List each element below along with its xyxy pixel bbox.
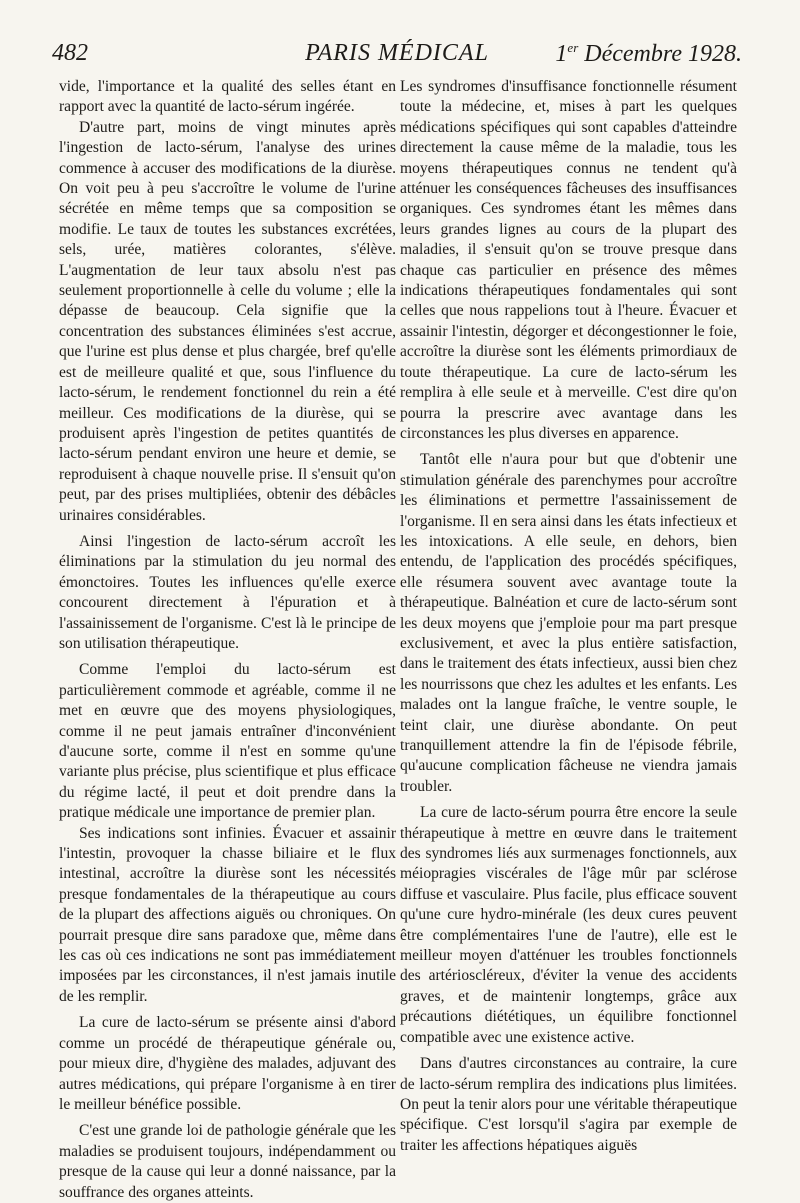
paragraph: Dans d'autres circonstances au contraire, la cure de lacto-sérum remplira des indications plus limitées. On peut la tenir alors pour une véritable thérapeutique spécifique. C'est lorsqu'il s'agira par exemple de traiter les affections hépatiques aiguës bbox=[400, 1055, 737, 1154]
issue-date bbox=[555, 40, 742, 68]
date-text: Décembre 1928. bbox=[578, 41, 742, 67]
paragraph: Ainsi l'ingestion de lacto-sérum accroît les éliminations par la stimulation du jeu normal des émonctoires. Toutes les influences qu'elle exerce concourent directement à l'épuration et à l'assainissement de l'organisme. C'est là le principe de son utilisation thérapeutique. bbox=[59, 532, 396, 652]
paragraph: D'autre part, moins de vingt minutes après l'ingestion de lacto-sérum, l'analyse des urines commence à accuser des modifications de la diurèse. On voit peu à peu s'accroître le volume de l'urine sécrétée en même temps que sa composition se modifie. Le taux de toutes les substances excrétées, sels, urée, matières colorantes, s'élève. L'augmentation de leur taux absolu n'est pas seulement proportionnelle à celle du volume ; elle la dépasse de beaucoup. Cela signifie que la concentration des substances éliminées s'est accrue, que l'urine est plus dense et plus chargée, bref qu'elle est de meilleure qualité et que, sous l'influence du lacto-sérum, le rendement fonctionnel du rein a été meilleur. Ces modifications de la diurèse, qui se produisent après l'ingestion de petites quantités de lacto-sérum pendant environ une heure et demie, se reproduisent à chaque nouvelle prise. Il s'ensuit qu'on peut, par des prises multipliées, obtenir des débâcles urinaires considérables. bbox=[59, 118, 396, 524]
journal-title: PARIS MÉDICAL bbox=[305, 40, 489, 66]
paragraph: La cure de lacto-sérum se présente ainsi d'abord comme un procédé de thérapeutique générale ou, pour mieux dire, d'hygiène des malades, adjuvant des autres médications, qui prépare l'organisme à en tirer le meilleur bénéfice possible. bbox=[59, 1014, 396, 1113]
right-column bbox=[400, 77, 737, 1156]
left-column bbox=[59, 77, 396, 1203]
paragraph: vide, l'importance et la qualité des selles étant en rapport avec la quantité de lacto-sérum ingérée. bbox=[59, 78, 396, 116]
paragraph: Les syndromes d'insuffisance fonctionnelle résument toute la médecine, et, mises à part les quelques médications spécifiques qui sont capables d'atteindre directement la cause même de la maladie, tous les moyens thérapeutiques connus ne tendent qu'à atténuer les conséquences fâcheuses des insuffisances organiques. Ces syndromes étant les mêmes dans leurs grandes lignes au cours de la plupart des maladies, il s'ensuit qu'on se trouve presque dans chaque cas particulier en présence des mêmes indications thérapeutiques fondamentales qui sont celles que nous rappelions tout à l'heure. Évacuer et assainir l'intestin, dégorger et décongestionner le foie, accroître la diurèse sont les éléments primordiaux de toute thérapeutique. La cure de lacto-sérum les remplira à elle seule et à merveille. C'est dire qu'on pourra la prescrire avec avantage dans les circonstances les plus diverses en apparence. bbox=[400, 78, 737, 442]
paragraph: La cure de lacto-sérum pourra être encore la seule thérapeutique à mettre en œuvre dans le traitement des syndromes liés aux surmenages fonctionnels, aux méiopragies viscérales de l'âge mûr par sclérose diffuse et vasculaire. Plus facile, plus efficace souvent qu'une cure hydro-minérale (les deux cures peuvent être complémentaires l'une de l'autre), elle est le meilleur moyen d'atténuer les troubles fonctionnels des artérioscléreux, d'éviter la venue des accidents graves, et de maintenir longtemps, grâce aux précautions diététiques, un équilibre fonctionnel compatible avec une existence active. bbox=[400, 804, 737, 1046]
paragraph: Ses indications sont infinies. Évacuer et assainir l'intestin, provoquer la chasse biliaire et le flux intestinal, accroître la diurèse sont les nécessités presque fondamentales de la thérapeutique au cours de la plupart des affections aiguës ou chroniques. On pourrait presque dire sans paradoxe que, même dans les cas où ces indications ne sont pas immédiatement imposées par les circonstances, il n'est jamais inutile de les remplir. bbox=[59, 824, 396, 1005]
running-header bbox=[52, 40, 742, 74]
paragraph: Comme l'emploi du lacto-sérum est particulièrement commode et agréable, comme il ne met en œuvre que des moyens physiologiques, comme il ne peut jamais entraîner d'inconvénient d'aucune sorte, comme il n'est en somme qu'une variante plus précise, plus scientifique et plus efficace du régime lacté, il peut et doit prendre dans la pratique médicale une importance de premier plan. bbox=[59, 661, 396, 822]
date-superscript: er bbox=[567, 40, 579, 55]
paragraph: Tantôt elle n'aura pour but que d'obtenir une stimulation générale des parenchymes pour accroître les éliminations et permettre l'assainissement de l'organisme. Il en sera ainsi dans les états infectieux et les intoxications. A elle seule, en dehors, bien entendu, de l'application des procédés spécifiques, elle résumera souvent avec avantage toute la thérapeutique. Balnéation et cure de lacto-sérum sont les deux moyens que j'emploie pour ma part presque exclusivement, et avec la plus entière satisfaction, dans le traitement des états infectieux, aussi bien chez les nourrissons que chez les adultes et les enfants. Les malades ont la langue fraîche, le ventre souple, le teint clair, une diurèse abondante. On peut tranquillement attendre la fin de l'épisode fébrile, qu'aucune complication fâcheuse ne viendra jamais troubler. bbox=[400, 451, 737, 795]
page-number: 482 bbox=[52, 40, 88, 66]
date-ordinal: 1 bbox=[555, 41, 568, 67]
paragraph: C'est une grande loi de pathologie générale que les maladies se produisent toujours, indépendamment ou presque de la cause qui leur a donné naissance, par la souffrance des organes atteints. bbox=[59, 1122, 396, 1201]
